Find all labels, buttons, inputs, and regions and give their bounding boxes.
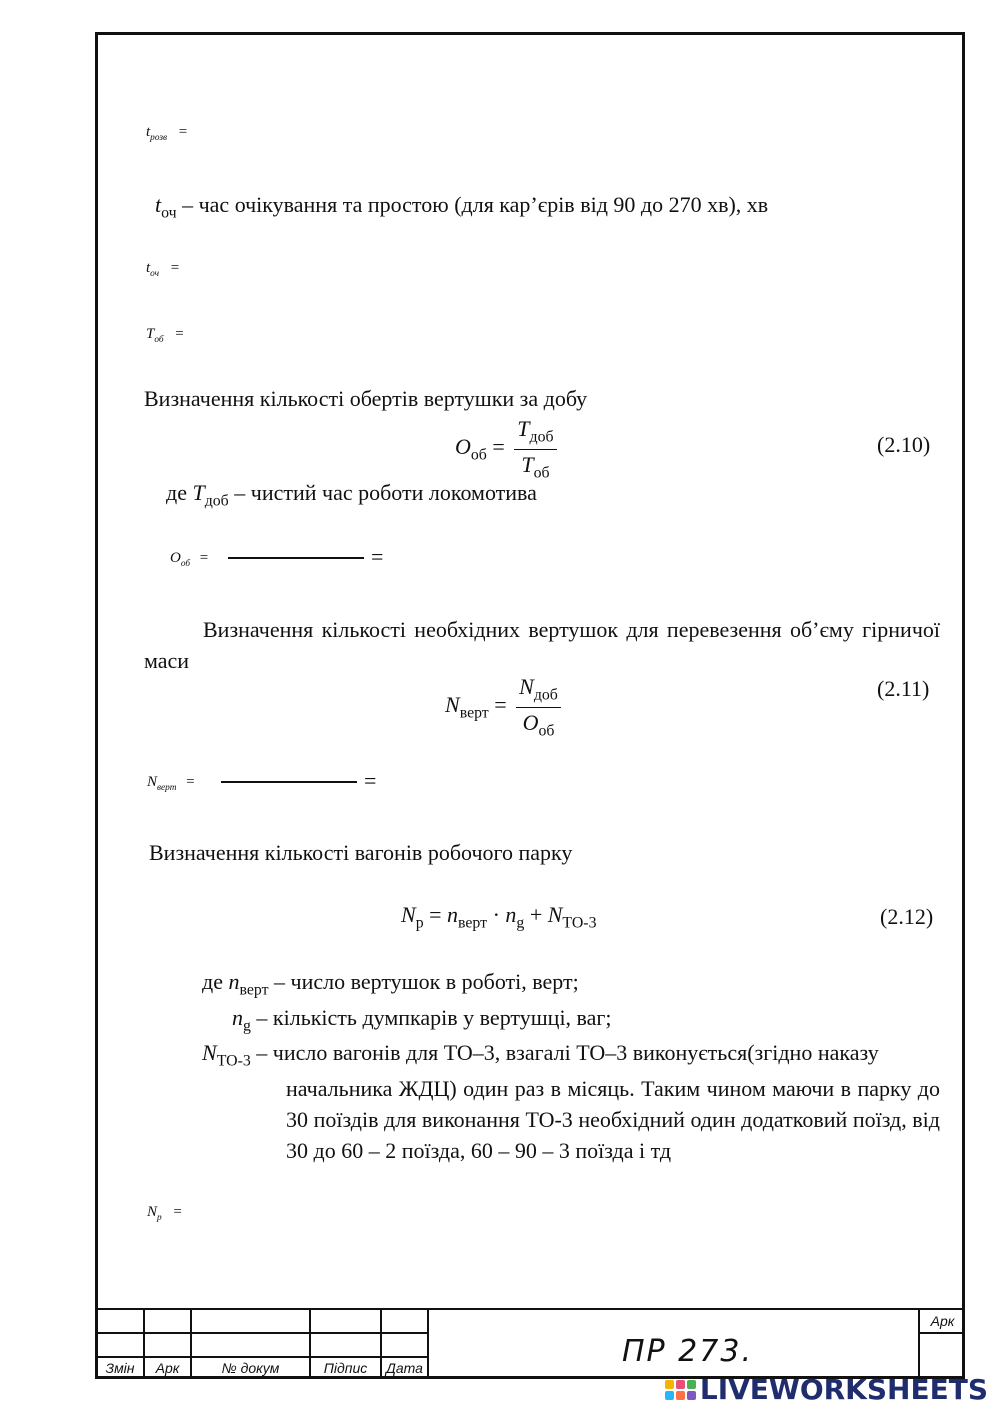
formula-2-10: $O_{об}$ = $\frac{T_{доб}}{T_{об}}$ [455, 416, 561, 482]
O-ob-fraction-line [228, 557, 364, 559]
heading-vertushok: Визначення кількості необхідних вертушок для перевезення об’єму гірничої маси [144, 617, 940, 673]
stamp-label-nom-dokum: № докум [221, 1360, 280, 1376]
T-dob-definition: де $T_{доб}$ – чистий час роботи локомотива [166, 480, 537, 510]
stamp-label-sheet: Арк [930, 1313, 955, 1329]
t-och-line: $t_{оч}$ = [146, 260, 180, 280]
liveworksheets-logo-icon [665, 1380, 696, 1400]
stamp-label-data: Дата [386, 1360, 423, 1376]
formula-2-11: $N_{верт}$ = $\frac{N_{доб}}{O_{об}}$ [445, 674, 565, 740]
stamp-label-zmin: Змін [105, 1360, 135, 1376]
T-ob-line: $T_{об}$ = [146, 326, 184, 346]
def-N-to3: $N_{ТО-3}$ – число вагонів для ТО–3, взагалі ТО–3 виконується(згідно наказу [202, 1040, 879, 1070]
formula-number-2-10: (2.10) [877, 432, 931, 457]
heading-obertiv: Визначення кількості обертів вертушки за добу [144, 386, 588, 411]
formula-2-12: $N_р = n_{верт} \cdot n_g + N_{ТО-3}$ [401, 902, 597, 932]
liveworksheets-watermark[interactable] [665, 1373, 988, 1406]
stamp-label-pidpys: Підпис [323, 1360, 368, 1376]
def-N-to3-continuation: начальника ЖДЦ) один раз в місяць. Таким чином маючи в парку до 30 поїздів для виконання ТО-3 необхідний один додатковий поїзд, від 30 до 60 – 2 поїзда, 60 – 90 – 3 поїзда і тд [286, 1076, 940, 1163]
O-ob-calc: $O_{об}$ = [170, 550, 209, 570]
stamp-label-ark: Арк [155, 1360, 180, 1376]
formula-number-2-12: (2.12) [880, 904, 934, 929]
O-ob-result-eq: = [371, 544, 384, 569]
def-n-g: $n_g$ – кількість думпкарів у вертушці, ваг; [232, 1005, 612, 1035]
formula-number-2-11: (2.11) [877, 676, 930, 701]
document-code: ПР 273. [622, 1334, 753, 1369]
heading-vagoniv: Визначення кількості вагонів робочого парку [149, 840, 573, 865]
N-vert-fraction-line [221, 781, 357, 783]
t-rozv-line: $t_{розв}$ = [146, 124, 188, 144]
t-och-definition: $t_{оч}$ – час очікування та простою (для кар’єрів від 90 до 270 хв), хв [155, 192, 769, 222]
watermark-text: LIVEWORKSHEETS [699, 1373, 988, 1406]
N-vert-result-eq: = [364, 768, 377, 793]
N-vert-calc: $N_{верт}$ = [147, 774, 195, 794]
def-n-vert: де $n_{верт}$ – число вертушок в роботі, верт; [202, 969, 579, 999]
N-p-line: $N_р$ = [147, 1204, 182, 1224]
